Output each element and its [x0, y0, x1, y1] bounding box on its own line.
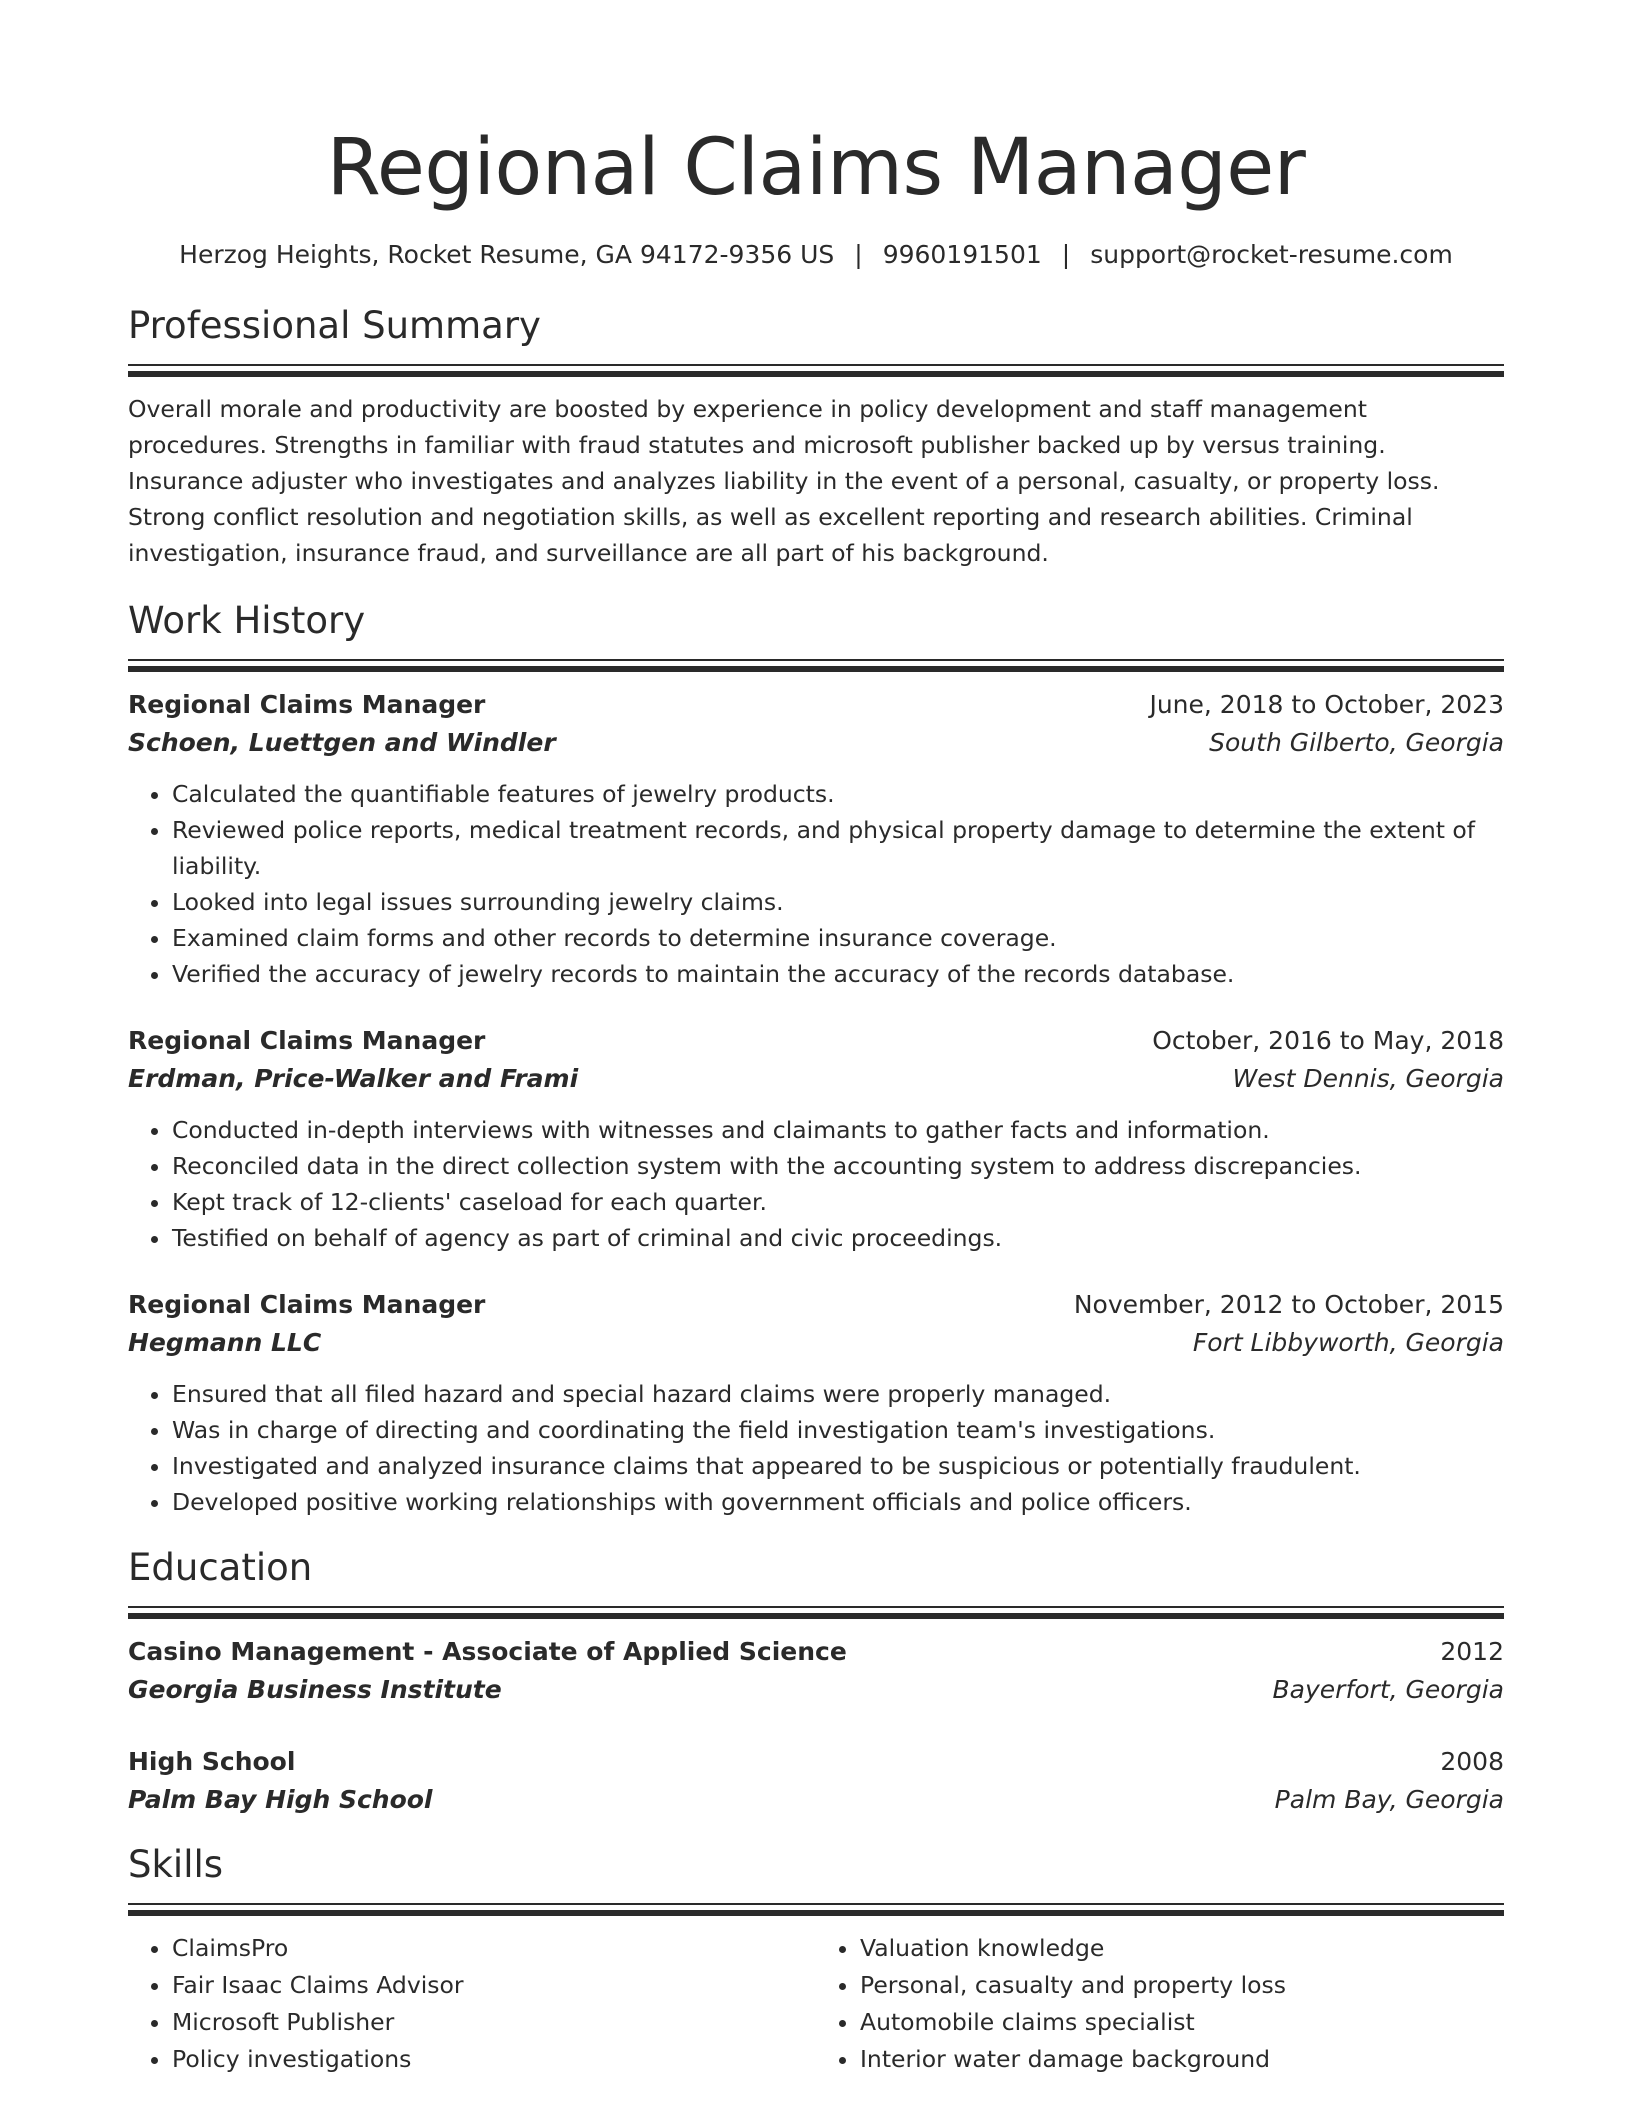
section-title-skills: Skills: [128, 1843, 224, 1886]
contact-phone: 9960191501: [882, 240, 1042, 269]
section-title-work-history: Work History: [128, 599, 366, 642]
job-dates: October, 2016 to May, 2018: [1152, 1026, 1504, 1055]
job-location: South Gilberto, Georgia: [1209, 728, 1504, 757]
contact-address: Herzog Heights, Rocket Resume, GA 94172-9356 US: [179, 240, 835, 269]
education-subheader-row: [128, 1671, 1504, 1709]
list-item: • Was in charge of directing and coordinating the field investigation team's investigations.: [172, 1412, 1504, 1448]
list-item: • Kept track of 12-clients' caseload for each quarter.: [172, 1184, 1504, 1220]
contact-separator: |: [1061, 240, 1071, 269]
list-item: • Examined claim forms and other records to determine insurance coverage.: [172, 920, 1504, 956]
job-bullets: [128, 1376, 1504, 1520]
skill-item: • ClaimsPro: [172, 1930, 816, 1967]
list-item: • Verified the accuracy of jewelry records to maintain the accuracy of the records database.: [172, 956, 1504, 992]
job-title: Regional Claims Manager: [128, 1026, 486, 1055]
education-section: [128, 1544, 1504, 1819]
contact-line: [128, 238, 1504, 272]
contact-email: support@rocket-resume.com: [1090, 240, 1453, 269]
job-dates: June, 2018 to October, 2023: [1149, 690, 1504, 719]
skills-list-left: [128, 1930, 816, 2078]
education-school: Georgia Business Institute: [128, 1675, 502, 1704]
job-company: Hegmann LLC: [128, 1328, 322, 1357]
summary-section: [128, 302, 1504, 571]
education-header-row: [128, 1633, 1504, 1671]
list-item: • Ensured that all filed hazard and special hazard claims were properly managed.: [172, 1376, 1504, 1412]
skill-item: • Valuation knowledge: [860, 1930, 1504, 1967]
skill-item: • Fair Isaac Claims Advisor: [172, 1967, 816, 2004]
education-year: 2012: [1440, 1637, 1504, 1666]
education-subheader-row: [128, 1781, 1504, 1819]
education-school: Palm Bay High School: [128, 1785, 433, 1814]
summary-text: Overall morale and productivity are boosted by experience in policy development and staff management procedures. Strengths in familiar with fraud statutes and microsoft publisher backed up by versus training. Insurance adjuster who investigates and analyzes liability in the event of a personal, casualty, or property loss. Strong conflict resolution and negotiation skills, as well as excellent reporting and research abilities. Criminal investigation, insurance fraud, and surveillance are all part of his background.: [128, 395, 1440, 567]
job-location: West Dennis, Georgia: [1232, 1064, 1504, 1093]
job-header-row: [128, 1022, 1504, 1060]
job-header-row: [128, 686, 1504, 724]
section-divider: [128, 1903, 1504, 1916]
job-title: Regional Claims Manager: [128, 690, 486, 719]
contact-separator: |: [854, 240, 863, 269]
skill-item: • Automobile claims specialist: [860, 2004, 1504, 2041]
education-header-row: [128, 1743, 1504, 1781]
education-degree: High School: [128, 1747, 296, 1776]
job-company: Schoen, Luettgen and Windler: [128, 728, 556, 757]
section-divider: [128, 659, 1504, 672]
job-subheader-row: [128, 1324, 1504, 1362]
resume-page: [128, 0, 1504, 2078]
job-entry: [128, 686, 1504, 992]
job-subheader-row: [128, 1060, 1504, 1098]
education-year: 2008: [1440, 1747, 1504, 1776]
list-item: • Calculated the quantifiable features of jewelry products.: [172, 776, 1504, 812]
list-item: • Looked into legal issues surrounding jewelry claims.: [172, 884, 1504, 920]
skill-item: • Policy investigations: [172, 2041, 816, 2078]
skills-list-right: [816, 1930, 1504, 2078]
list-item: • Testified on behalf of agency as part of criminal and civic proceedings.: [172, 1220, 1504, 1256]
job-bullets: [128, 1112, 1504, 1256]
education-location: Palm Bay, Georgia: [1274, 1785, 1504, 1814]
job-title: Regional Claims Manager: [128, 1290, 486, 1319]
job-company: Erdman, Price-Walker and Frami: [128, 1064, 579, 1093]
work-history-section: [128, 597, 1504, 1520]
skills-section: [128, 1841, 1504, 2078]
education-entry: [128, 1633, 1504, 1709]
list-item: • Investigated and analyzed insurance claims that appeared to be suspicious or potentially fraudulent.: [172, 1448, 1504, 1484]
list-item: • Reconciled data in the direct collection system with the accounting system to address discrepancies.: [172, 1148, 1504, 1184]
list-item: • Developed positive working relationships with government officials and police officers.: [172, 1484, 1504, 1520]
education-degree: Casino Management - Associate of Applied Science: [128, 1637, 847, 1666]
section-divider: [128, 1606, 1504, 1619]
education-location: Bayerfort, Georgia: [1272, 1675, 1504, 1704]
skills-columns: [128, 1930, 1504, 2078]
list-item: • Conducted in-depth interviews with witnesses and claimants to gather facts and information.: [172, 1112, 1504, 1148]
job-dates: November, 2012 to October, 2015: [1073, 1290, 1504, 1319]
skill-item: • Interior water damage background: [860, 2041, 1504, 2078]
skill-item: • Microsoft Publisher: [172, 2004, 816, 2041]
job-bullets: [128, 776, 1504, 992]
job-entry: [128, 1286, 1504, 1520]
job-subheader-row: [128, 724, 1504, 762]
list-item: • Reviewed police reports, medical treatment records, and physical property damage to determine the extent of liability.: [172, 812, 1504, 884]
skill-item: • Personal, casualty and property loss: [860, 1967, 1504, 2004]
education-entry: [128, 1743, 1504, 1819]
job-header-row: [128, 1286, 1504, 1324]
section-title-summary: Professional Summary: [128, 304, 541, 347]
job-entry: [128, 1022, 1504, 1256]
candidate-name: Regional Claims Manager: [326, 123, 1306, 213]
job-location: Fort Libbyworth, Georgia: [1192, 1328, 1504, 1357]
section-divider: [128, 364, 1504, 377]
section-title-education: Education: [128, 1546, 313, 1589]
